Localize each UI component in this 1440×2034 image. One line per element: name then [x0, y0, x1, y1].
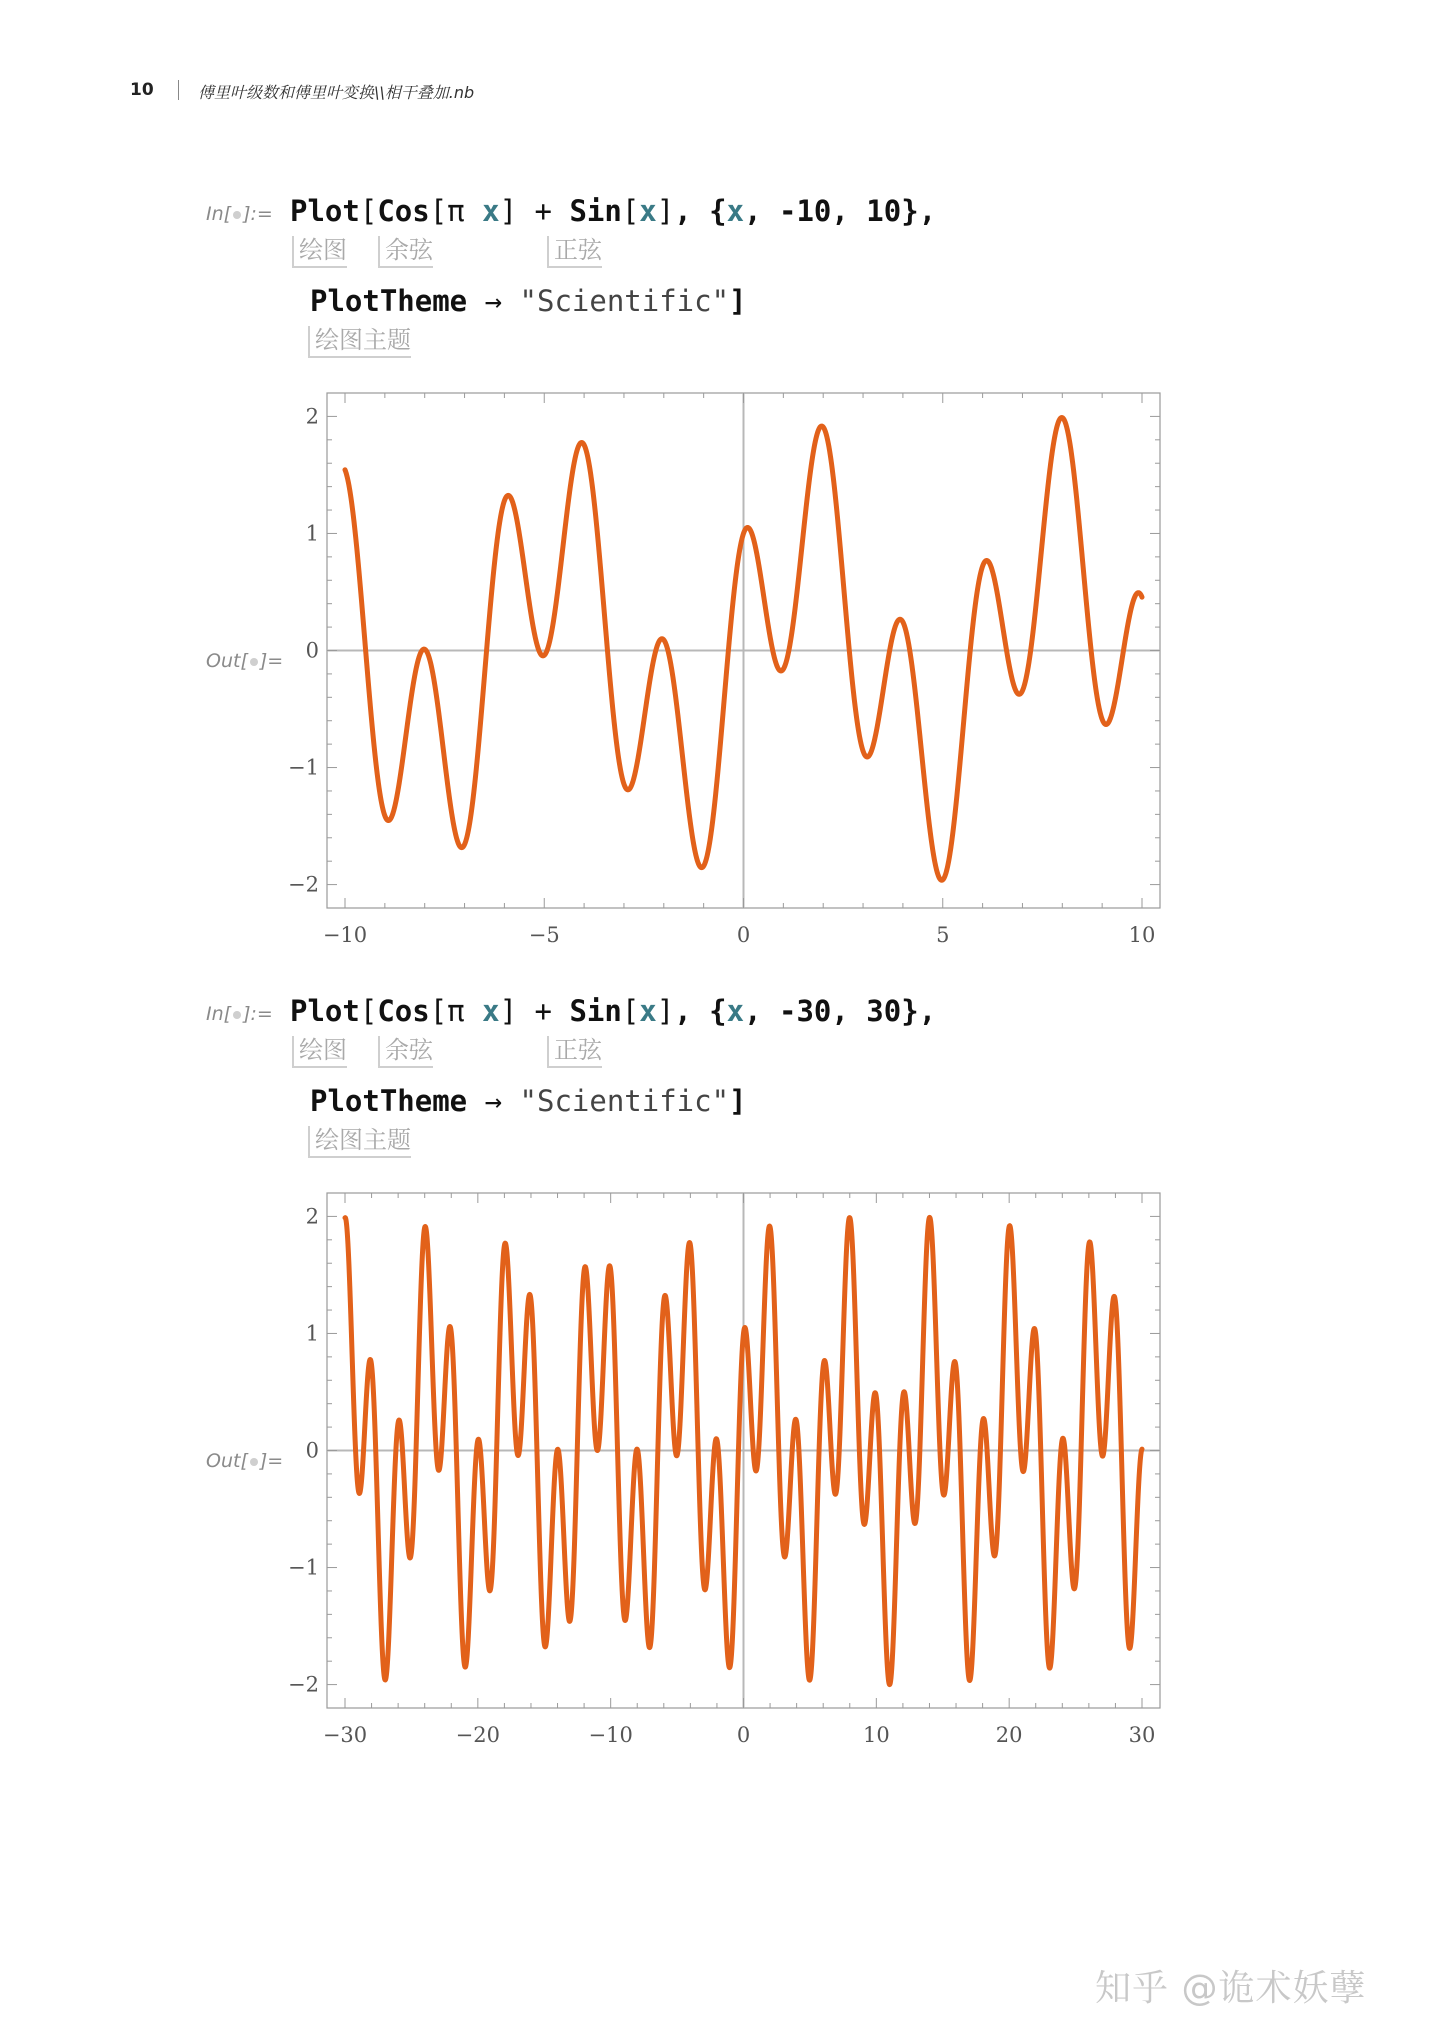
- y-tick-label: −1: [288, 1555, 319, 1580]
- hint-sin: 正弦: [547, 1036, 602, 1068]
- x-tick-label: −10: [322, 923, 368, 947]
- x-tick-label: 20: [995, 1723, 1023, 1747]
- hint-cos: 余弦: [378, 1036, 433, 1068]
- watermark: 知乎 @诡术妖孽: [1095, 1968, 1367, 2009]
- plot-frame: [327, 393, 1160, 908]
- x-tick-label: −5: [528, 923, 560, 947]
- hint-plot-theme: 绘图主题: [308, 1126, 411, 1158]
- x-tick-label: 10: [862, 1723, 890, 1747]
- y-tick-label: −2: [288, 872, 319, 897]
- x-tick-label: 0: [736, 1723, 751, 1747]
- input-label: In[ ]:=: [206, 1003, 273, 1025]
- hint-sin: 正弦: [547, 236, 602, 268]
- cell-dot-icon: [250, 1458, 258, 1466]
- y-tick-label: 0: [305, 638, 319, 663]
- x-tick-label: 10: [1128, 923, 1156, 947]
- y-tick-label: 1: [305, 521, 319, 546]
- hint-plot-theme: 绘图主题: [308, 326, 411, 358]
- input-label: In[ ]:=: [206, 203, 273, 225]
- series-line: [345, 418, 1142, 881]
- hint-plot: 绘图: [292, 1036, 347, 1068]
- x-tick-label: 0: [736, 923, 751, 947]
- y-tick-label: −2: [288, 1672, 319, 1697]
- plot-frame: [327, 1193, 1160, 1708]
- cell-dot-icon: [250, 658, 258, 666]
- notebook-title: 傅里叶级数和傅里叶变换\\相干叠加.nb: [198, 83, 475, 102]
- cell-dot-icon: [233, 1011, 241, 1019]
- cell-dot-icon: [233, 211, 241, 219]
- page-number: 10: [130, 80, 154, 100]
- y-tick-label: 0: [305, 1438, 319, 1463]
- y-tick-label: 1: [305, 1321, 319, 1346]
- x-tick-label: −30: [322, 1723, 368, 1747]
- y-tick-label: 2: [305, 1204, 319, 1229]
- output-label: Out[ ]=: [206, 1450, 284, 1472]
- series-line: [345, 1217, 1142, 1684]
- hint-plot: 绘图: [292, 236, 347, 268]
- x-tick-label: 5: [936, 923, 950, 947]
- header-divider: [178, 80, 179, 100]
- y-tick-label: 2: [305, 404, 319, 429]
- x-tick-label: −10: [588, 1723, 633, 1747]
- output-label: Out[ ]=: [206, 650, 284, 672]
- x-tick-label: −20: [455, 1723, 500, 1747]
- x-tick-label: 30: [1128, 1723, 1156, 1747]
- hint-cos: 余弦: [378, 236, 433, 268]
- input-code-line-2[interactable]: PlotTheme → "Scientific"]: [310, 284, 747, 318]
- y-tick-label: −1: [288, 755, 319, 780]
- input-code-line-2[interactable]: PlotTheme → "Scientific"]: [310, 1084, 747, 1118]
- input-code-line-1[interactable]: Plot[Cos[π x] + Sin[x], {x, -30, 30},: [290, 994, 937, 1028]
- input-code-line-1[interactable]: Plot[Cos[π x] + Sin[x], {x, -10, 10},: [290, 194, 937, 228]
